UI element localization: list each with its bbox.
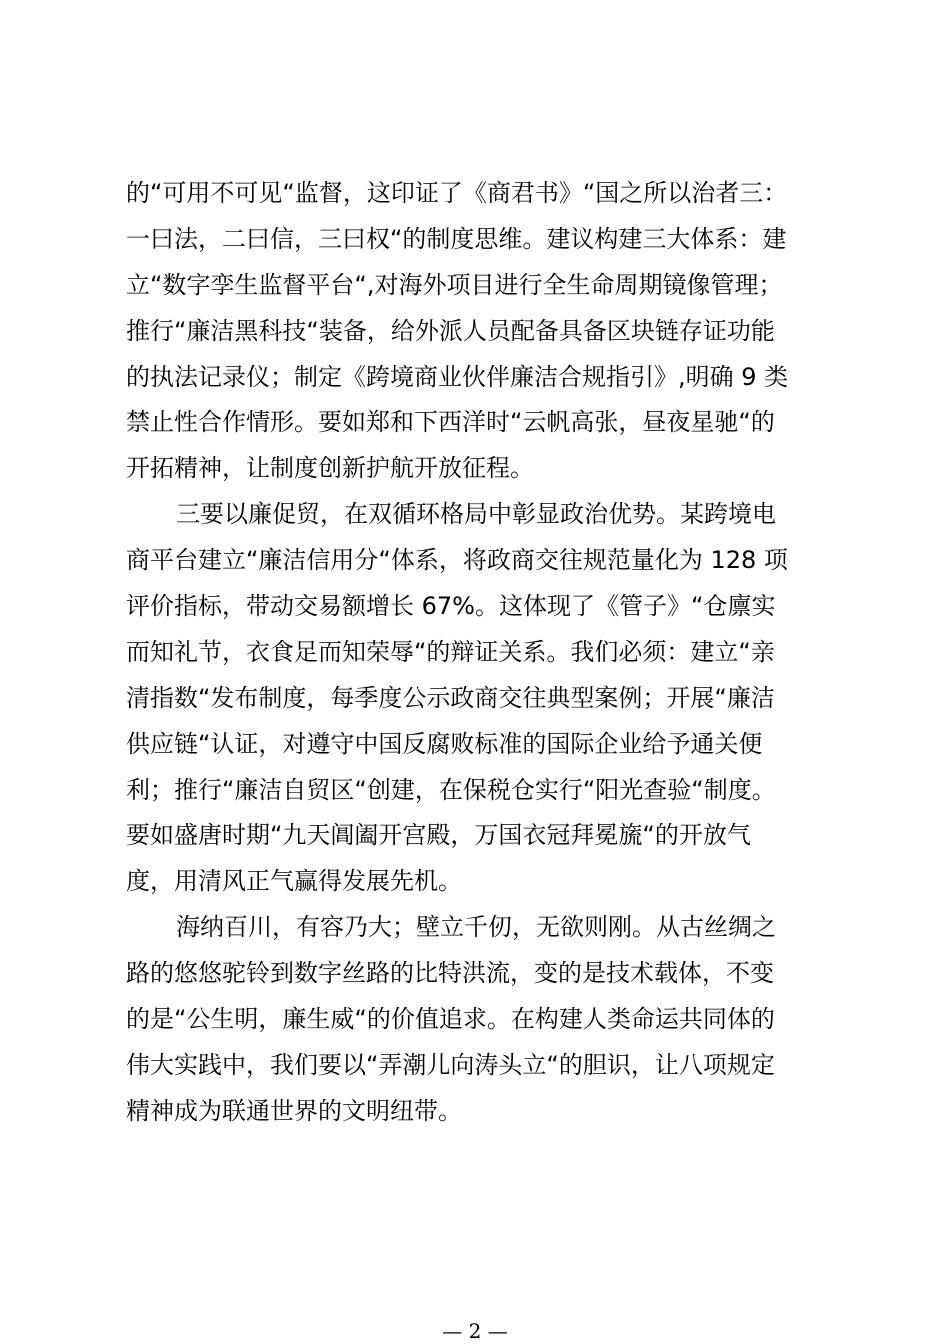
text-line: 伟大实践中，我们要以“弄潮儿向涛头立“的胆识，让八项规定 — [126, 1050, 775, 1079]
text-line: 精神成为联通世界的文明纽带。 — [126, 1096, 462, 1125]
text-line: 推行“廉洁黑科技“装备，给外派人员配备具备区块链存证功能 — [126, 316, 775, 345]
page-number: — 2 — — [442, 1319, 508, 1343]
text-line: 而知礼节，衣食足而知荣辱“的辩证关系。我们必须：建立“亲 — [126, 637, 775, 666]
text-line: 三要以廉促贸，在双循环格局中彰显政治优势。某跨境电 — [176, 500, 776, 529]
text-line: 的是“公生明，廉生威“的价值追求。在构建人类命运共同体的 — [126, 1005, 775, 1034]
text-line: 商平台建立“廉洁信用分“体系，将政商交往规范量化为 128 项 — [126, 546, 788, 575]
text-line: 禁止性合作情形。要如郑和下西洋时“云帆高张，昼夜星驰“的 — [126, 408, 775, 437]
text-line: 评价指标，带动交易额增长 67%。这体现了《管子》“仓廪实 — [126, 592, 776, 621]
text-line: 一曰法，二曰信，三曰权“的制度思维。建议构建三大体系：建 — [126, 224, 787, 253]
text-line: 的“可用不可见“监督，这印证了《商君书》“国之所以治者三： — [126, 179, 788, 207]
text-line: 度，用清风正气赢得发展先机。 — [126, 867, 462, 896]
text-line: 要如盛唐时期“九天阊阖开宫殿，万国衣冠拜冕旒“的开放气 — [126, 821, 751, 850]
text-line: 路的悠悠驼铃到数字丝路的比特洪流，变的是技术载体，不变 — [126, 959, 774, 988]
text-line: 立“数字孪生监督平台“,对海外项目进行全生命周期镜像管理； — [126, 270, 783, 299]
paragraph — [126, 171, 826, 492]
text-line: 利；推行“廉洁自贸区“创建，在保税仓实行“阳光查验“制度。 — [126, 775, 776, 804]
text-line: 开拓精神，让制度创新护航开放征程。 — [126, 454, 534, 483]
document-body — [126, 171, 826, 1135]
paragraph — [126, 905, 826, 1134]
text-line: 的执法记录仪；制定《跨境商业伙伴廉洁合规指引》,明确 9 类 — [126, 362, 789, 391]
text-line: 海纳百川，有容乃大；壁立千仞，无欲则刚。从古丝绸之 — [176, 913, 776, 942]
text-line: 清指数“发布制度，每季度公示政商交往典型案例；开展“廉洁 — [126, 683, 775, 712]
paragraph — [126, 492, 826, 905]
text-line: 供应链“认证，对遵守中国反腐败标准的国际企业给予通关便 — [126, 729, 763, 758]
